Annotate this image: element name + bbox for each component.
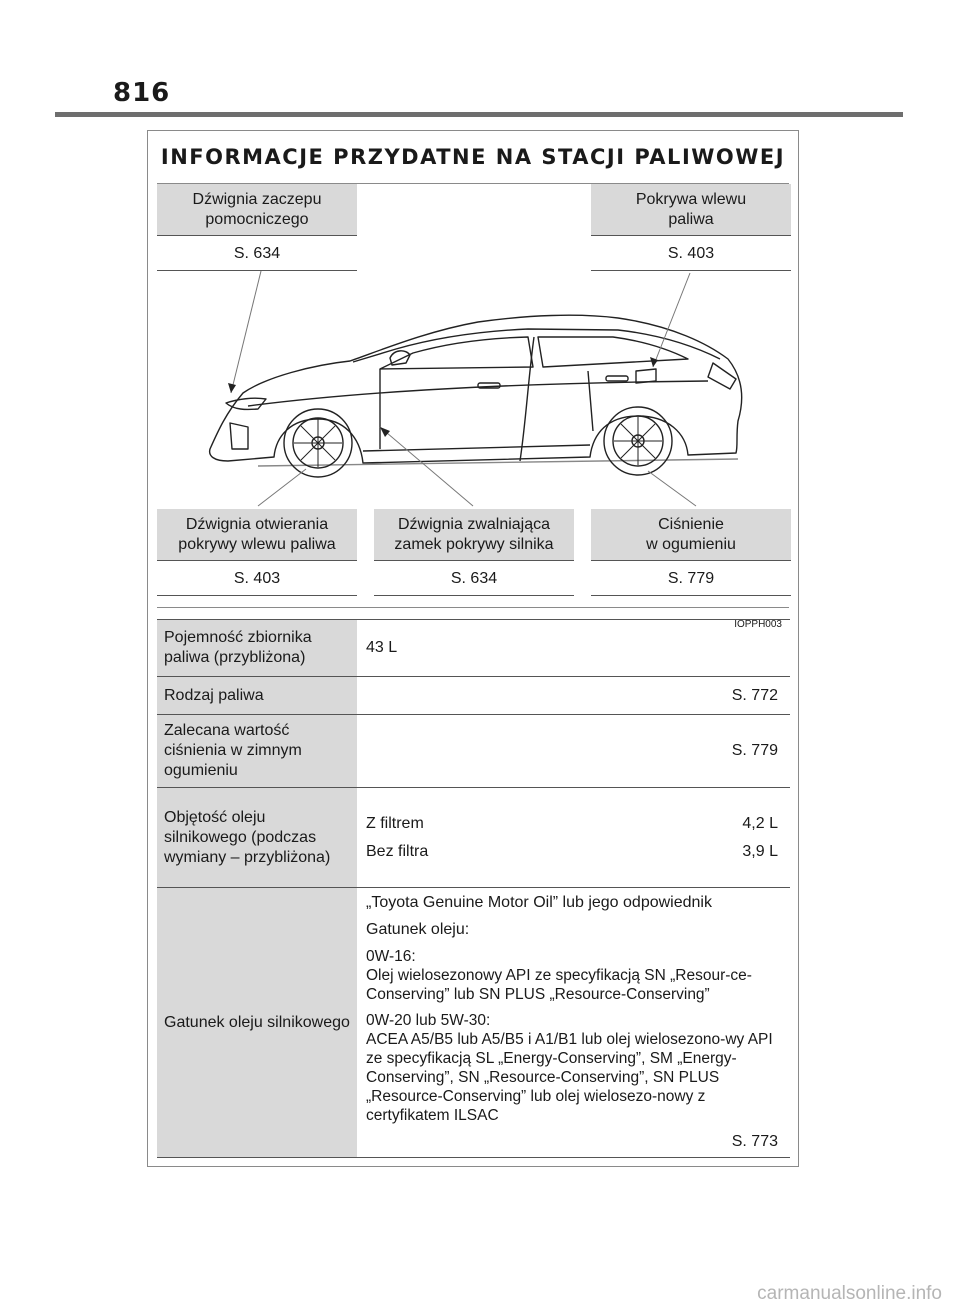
callout-fuel-opener (157, 509, 357, 596)
callout-tire-pressure (591, 509, 791, 596)
row-label: Zalecana wartość ciśnienia w zimnym ogumieniu (157, 715, 357, 788)
rocker-line (363, 445, 590, 451)
grade-title: 0W-16: (366, 948, 416, 965)
callout-label: Pokrywa wlewu paliwa (591, 184, 791, 235)
without-filter-value: 3,9 L (742, 842, 778, 860)
callout-page-ref[interactable]: S. 403 (157, 560, 357, 596)
leader-fuel-opener (258, 469, 306, 506)
section-divider (157, 607, 789, 608)
with-filter-value: 4,2 L (742, 814, 778, 832)
callout-page-ref[interactable]: S. 403 (591, 235, 791, 271)
callout-fuel-door (591, 184, 791, 271)
page-ref[interactable]: S. 773 (731, 1133, 778, 1150)
image-code: IOPPH003 (734, 619, 782, 630)
oil-grade-details (357, 888, 790, 1158)
table-row (157, 620, 790, 677)
callout-hood-release (374, 509, 574, 596)
oil-capacity-values (357, 788, 790, 888)
page-ref[interactable]: S. 772 (357, 677, 790, 715)
specs-table (157, 619, 790, 1158)
leader-tire-pressure (648, 471, 696, 506)
page-number: 816 (113, 78, 171, 108)
with-filter-label: Z filtrem (366, 814, 424, 832)
callout-page-ref[interactable]: S. 779 (591, 560, 791, 596)
watermark: carmanualsonline.info (757, 1283, 942, 1304)
fuel-door (636, 369, 656, 383)
callout-label: Dźwignia zwalniająca zamek pokrywy silnika (374, 509, 574, 560)
rear-window (538, 337, 688, 367)
without-filter-label: Bez filtra (366, 842, 429, 860)
table-row (157, 788, 790, 888)
row-label: Pojemność zbiornika paliwa (przybliżona) (157, 620, 357, 677)
row-value: 43 L (357, 620, 790, 677)
callout-page-ref[interactable]: S. 634 (374, 560, 574, 596)
oil-grade-line: Gatunek oleju: (366, 921, 470, 938)
door-handle-rear (606, 376, 628, 381)
callout-label: Dźwignia otwierania pokrywy wlewu paliwa (157, 509, 357, 560)
door-line-mid (520, 337, 534, 461)
header-rule (55, 112, 903, 117)
window-line (353, 329, 720, 362)
rear-lamp (708, 363, 736, 389)
page-ref[interactable]: S. 779 (357, 715, 790, 788)
table-row (157, 715, 790, 788)
table-row (157, 888, 790, 1158)
oil-grade-line: „Toyota Genuine Motor Oil” lub jego odpowiednik (366, 894, 712, 911)
callout-hood-aux (157, 184, 357, 271)
grade-title: 0W-20 lub 5W-30: (366, 1012, 491, 1029)
row-label: Objętość oleju silnikowego (podczas wymiany – przybliżona) (157, 788, 357, 888)
panel-title: INFORMACJE PRZYDATNE NA STACJI PALIWOWEJ (160, 145, 786, 169)
info-panel (147, 130, 799, 1167)
callout-page-ref[interactable]: S. 634 (157, 235, 357, 271)
row-label: Rodzaj paliwa (157, 677, 357, 715)
door-line-rear (588, 371, 593, 431)
leader-hood-release (380, 427, 473, 506)
grade-text: Olej wielosezonowy API ze specyfikacją SN „Resour-ce-Conserving” lub SN PLUS „Resource-Conserving” (366, 967, 752, 1003)
row-label: Gatunek oleju silnikowego (157, 888, 357, 1158)
callout-label: Ciśnienie w ogumieniu (591, 509, 791, 560)
grade-text: ACEA A5/B5 lub A5/B5 i A1/B1 lub olej wielosezono-wy API ze specyfikacją SL „Energy-Conserving”, SM „Energy-Conserving”, SN „Resource-Conserving”, SN PLUS „Resource-Conserving” lub olej wielosezo-nowy z certyfikatem ILSAC (366, 1031, 773, 1124)
leader-fuel-door (653, 273, 690, 367)
callout-label: Dźwignia zaczepu pomocniczego (157, 184, 357, 235)
table-row (157, 677, 790, 715)
leader-hood-aux (231, 271, 261, 393)
front-grille (230, 423, 248, 449)
